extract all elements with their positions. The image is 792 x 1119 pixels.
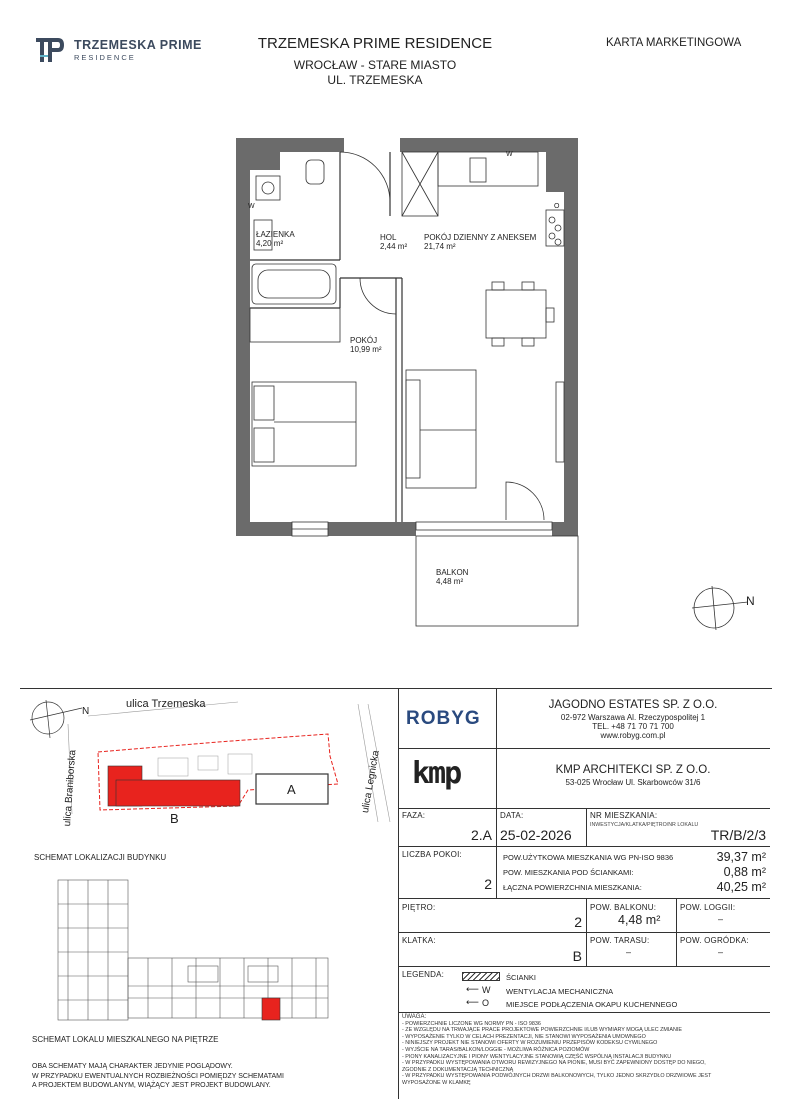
pow-scianki-value: 0,88 m²	[723, 865, 766, 879]
room-lazienka	[256, 230, 295, 248]
room-hol	[380, 233, 407, 251]
svg-text:O: O	[554, 203, 560, 210]
faza-value: 2.A	[470, 827, 492, 843]
apartment-highlight	[262, 998, 280, 1020]
pow-uzytkowa-value: 39,37 m²	[716, 850, 766, 864]
balkon-label: POW. BALKONU:	[590, 903, 657, 912]
notes-line: - POWIERZCHNIE LICZONE WG NORMY PN - ISO 9836	[402, 1020, 541, 1027]
notes-line: - ZE WZGLĘDU NA TRWAJĄCE PRACE PROJEKTOWE POWIERZCHNIE I/LUB WYMIARY MOGĄ ULEC ZMIANIE	[402, 1027, 682, 1034]
svg-text:W: W	[506, 151, 513, 158]
notes-line: WYPOSAŻONE W KLAMKĘ	[402, 1079, 471, 1086]
room-area: 2,44 m²	[380, 242, 408, 251]
klatka-label: KLATKA:	[402, 936, 436, 945]
room-name: POKÓJ	[350, 336, 378, 345]
room-name: HOL	[380, 233, 397, 242]
room-name: ŁAZIENKA	[256, 230, 295, 239]
nr-sublabel: INWESTYCJA/KLATKA/PIĘTRO/NR LOKALU	[590, 822, 699, 828]
disclaimer-line: A PROJEKTEM BUDOWLANYM, WIĄŻĄCY JEST PROJEKT BUDOWLANY.	[32, 1082, 271, 1089]
page-city: WROCŁAW - STARE MIASTO	[293, 58, 457, 72]
compass-letter: N	[746, 594, 755, 608]
doc-type: KARTA MARKETINGOWA	[606, 37, 742, 49]
ogrodek-label: POW. OGRÓDKA:	[680, 936, 749, 945]
building-a-label: A	[287, 782, 296, 797]
balkon-value: 4,48 m²	[618, 913, 661, 927]
nr-value: TR/B/2/3	[710, 827, 766, 843]
street-top: ulica Trzemeska	[126, 698, 206, 710]
street-left: ulica Braniborska	[62, 749, 79, 827]
legend-arrow-icon: ⟵	[466, 984, 479, 994]
notes-line: - W PRZYPADKU WYSTĘPOWANIA OTWORU REWIZYJNEGO NA PIONIE, MUSI BYĆ ZAPEWNIONY DOSTĘP DO NIEGO,	[402, 1060, 706, 1067]
loggia-label: POW. LOGGII:	[680, 903, 736, 912]
faza-label: FAZA:	[402, 811, 426, 820]
data-label: DATA:	[500, 811, 524, 820]
site-plan	[28, 694, 398, 827]
building-b-label: B	[170, 811, 179, 826]
pow-laczna-label: ŁĄCZNA POWIERZCHNIA MIESZKANIA:	[503, 883, 642, 892]
room-area: 4,48 m²	[436, 577, 464, 586]
site-plan-caption: SCHEMAT LOKALIZACJI BUDYNKU	[34, 853, 167, 862]
street-right: ulica Legnicka	[360, 749, 382, 814]
room-balkon	[436, 568, 468, 586]
notes-line: ZGODNIE Z DOKUMENTACJĄ TECHNICZNĄ	[402, 1066, 514, 1073]
disclaimer-line: OBA SCHEMATY MAJĄ CHARAKTER JEDYNIE POGLĄDOWY.	[32, 1063, 233, 1070]
room-name: BALKON	[436, 568, 469, 577]
wall-bottom-mid	[328, 522, 416, 536]
room-area: 4,20 m²	[256, 239, 284, 248]
notes-line: - PIONY KANALIZACYJNE I PIONY WENTYLACYJNE STANOWIĄ CZĘŚĆ WSPÓLNĄ INSTALACJI BUDYNKU	[402, 1053, 672, 1060]
legend-arrow-icon: ⟵	[466, 997, 479, 1007]
disclaimer-line: W PRZYPADKU EWENTUALNYCH ROZBIEŻNOŚCI POMIĘDZY SCHEMATAMI	[32, 1072, 284, 1080]
logo-subtitle: RESIDENCE	[74, 53, 136, 62]
svg-text:N: N	[82, 706, 90, 717]
investor-web: www.robyg.com.pl	[600, 731, 666, 740]
floor-schematic	[48, 874, 388, 1024]
room-name: POKÓJ DZIENNY Z ANEKSEM	[424, 233, 537, 242]
notes-line: - NINIEJSZY PROJEKT NIE STANOWI OFERTY W ROZUMIENIU PRZEPISÓW KODEKSU CYWILNEGO	[402, 1040, 658, 1047]
legend-item: MIEJSCE PODŁĄCZENIA OKAPU KUCHENNEGO	[506, 1000, 678, 1009]
robyg-logo: ROBYG	[406, 708, 481, 729]
wall-top-left	[236, 138, 344, 152]
logo	[34, 36, 202, 66]
klatka-value: B	[572, 948, 582, 964]
pietro-value: 2	[574, 914, 582, 930]
legend-item: WENTYLACJA MECHANICZNA	[506, 987, 614, 996]
pow-uzytkowa-label: POW.UŻYTKOWA MIESZKANIA WG PN-ISO 9836	[503, 853, 674, 862]
apartment-plan	[230, 130, 600, 640]
disclaimer	[32, 1062, 284, 1091]
room-area: 21,74 m²	[424, 242, 456, 251]
page-street: UL. TRZEMESKA	[327, 73, 423, 87]
notes	[402, 1014, 711, 1087]
pietro-label: PIĘTRO:	[402, 903, 436, 912]
notes-line: - WYJŚCIE NA TARAS/BALKON/LOGGIE - MOŻLIWA RÓŻNICA POZIOMÓW	[402, 1046, 590, 1053]
investor-address: 02-972 Warszawa Al. Rzeczypospolitej 1	[560, 713, 706, 722]
investor-block	[498, 699, 768, 740]
investor-phone: TEL. +48 71 70 71 700	[592, 722, 674, 731]
pokoje-label: LICZBA POKOI:	[402, 850, 462, 859]
svg-text:W: W	[248, 203, 255, 210]
compass-icon	[690, 584, 760, 634]
floor-schematic-caption: SCHEMAT LOKALU MIESZKALNEGO NA PIĘTRZE	[32, 1035, 219, 1044]
taras-label: POW. TARASU:	[590, 936, 650, 945]
legend-label: LEGENDA:	[402, 970, 445, 979]
logo-mark-icon	[34, 36, 66, 66]
architect-address: 53-025 Wrocław Ul. Skarbowców 31/6	[565, 778, 701, 787]
wall-bottom-left	[236, 522, 292, 536]
investor-name: JAGODNO ESTATES SP. Z O.O.	[548, 699, 718, 711]
legend-sym: O	[482, 998, 490, 1008]
loggia-value: –	[718, 914, 724, 924]
legend-sym: W	[482, 985, 491, 995]
pow-scianki-label: POW. MIESZKANIA POD ŚCIANKAMI:	[503, 868, 634, 877]
architect-block	[498, 764, 768, 787]
notes-title: UWAGA:	[402, 1014, 427, 1020]
pow-laczna-value: 40,25 m²	[716, 880, 766, 894]
shaft-left	[250, 152, 280, 170]
ogrodek-value: –	[718, 947, 724, 957]
room-pokoj-dzienny	[424, 233, 536, 251]
wall-bottom-right	[552, 522, 578, 536]
logo-title: TRZEMESKA PRIME	[74, 38, 202, 52]
room-pokoj	[350, 336, 382, 354]
pokoje-value: 2	[484, 876, 492, 892]
taras-value: –	[626, 947, 632, 957]
architect-name: KMP ARCHITEKCI SP. Z O.O.	[555, 764, 711, 776]
wall-right	[564, 138, 578, 536]
kmp-logo: kmp	[412, 756, 461, 791]
nr-label: NR MIESZKANIA:	[590, 811, 658, 820]
shaft-right	[546, 152, 564, 192]
notes-line: - WYPOSAŻENIE TYLKO W CELACH PREZENTACJI, NIE STANOWI WYPOSAŻENIA UMOWNEGO	[402, 1033, 646, 1040]
notes-line: - W PRZYPADKU WYSTĘPOWANIA PODWÓJNYCH DRZWI BALKONOWYCH, TYLKO JEDNO SKRZYDŁO DRZWIOWE JEST	[402, 1073, 712, 1080]
legend-item: ŚCIANKI	[506, 973, 537, 982]
wall-left	[236, 138, 250, 536]
wall-top-right	[400, 138, 578, 152]
room-area: 10,99 m²	[350, 345, 382, 354]
data-value: 25-02-2026	[500, 827, 572, 843]
legend-hatch-icon	[462, 972, 500, 981]
page-title: TRZEMESKA PRIME RESIDENCE	[257, 35, 493, 52]
